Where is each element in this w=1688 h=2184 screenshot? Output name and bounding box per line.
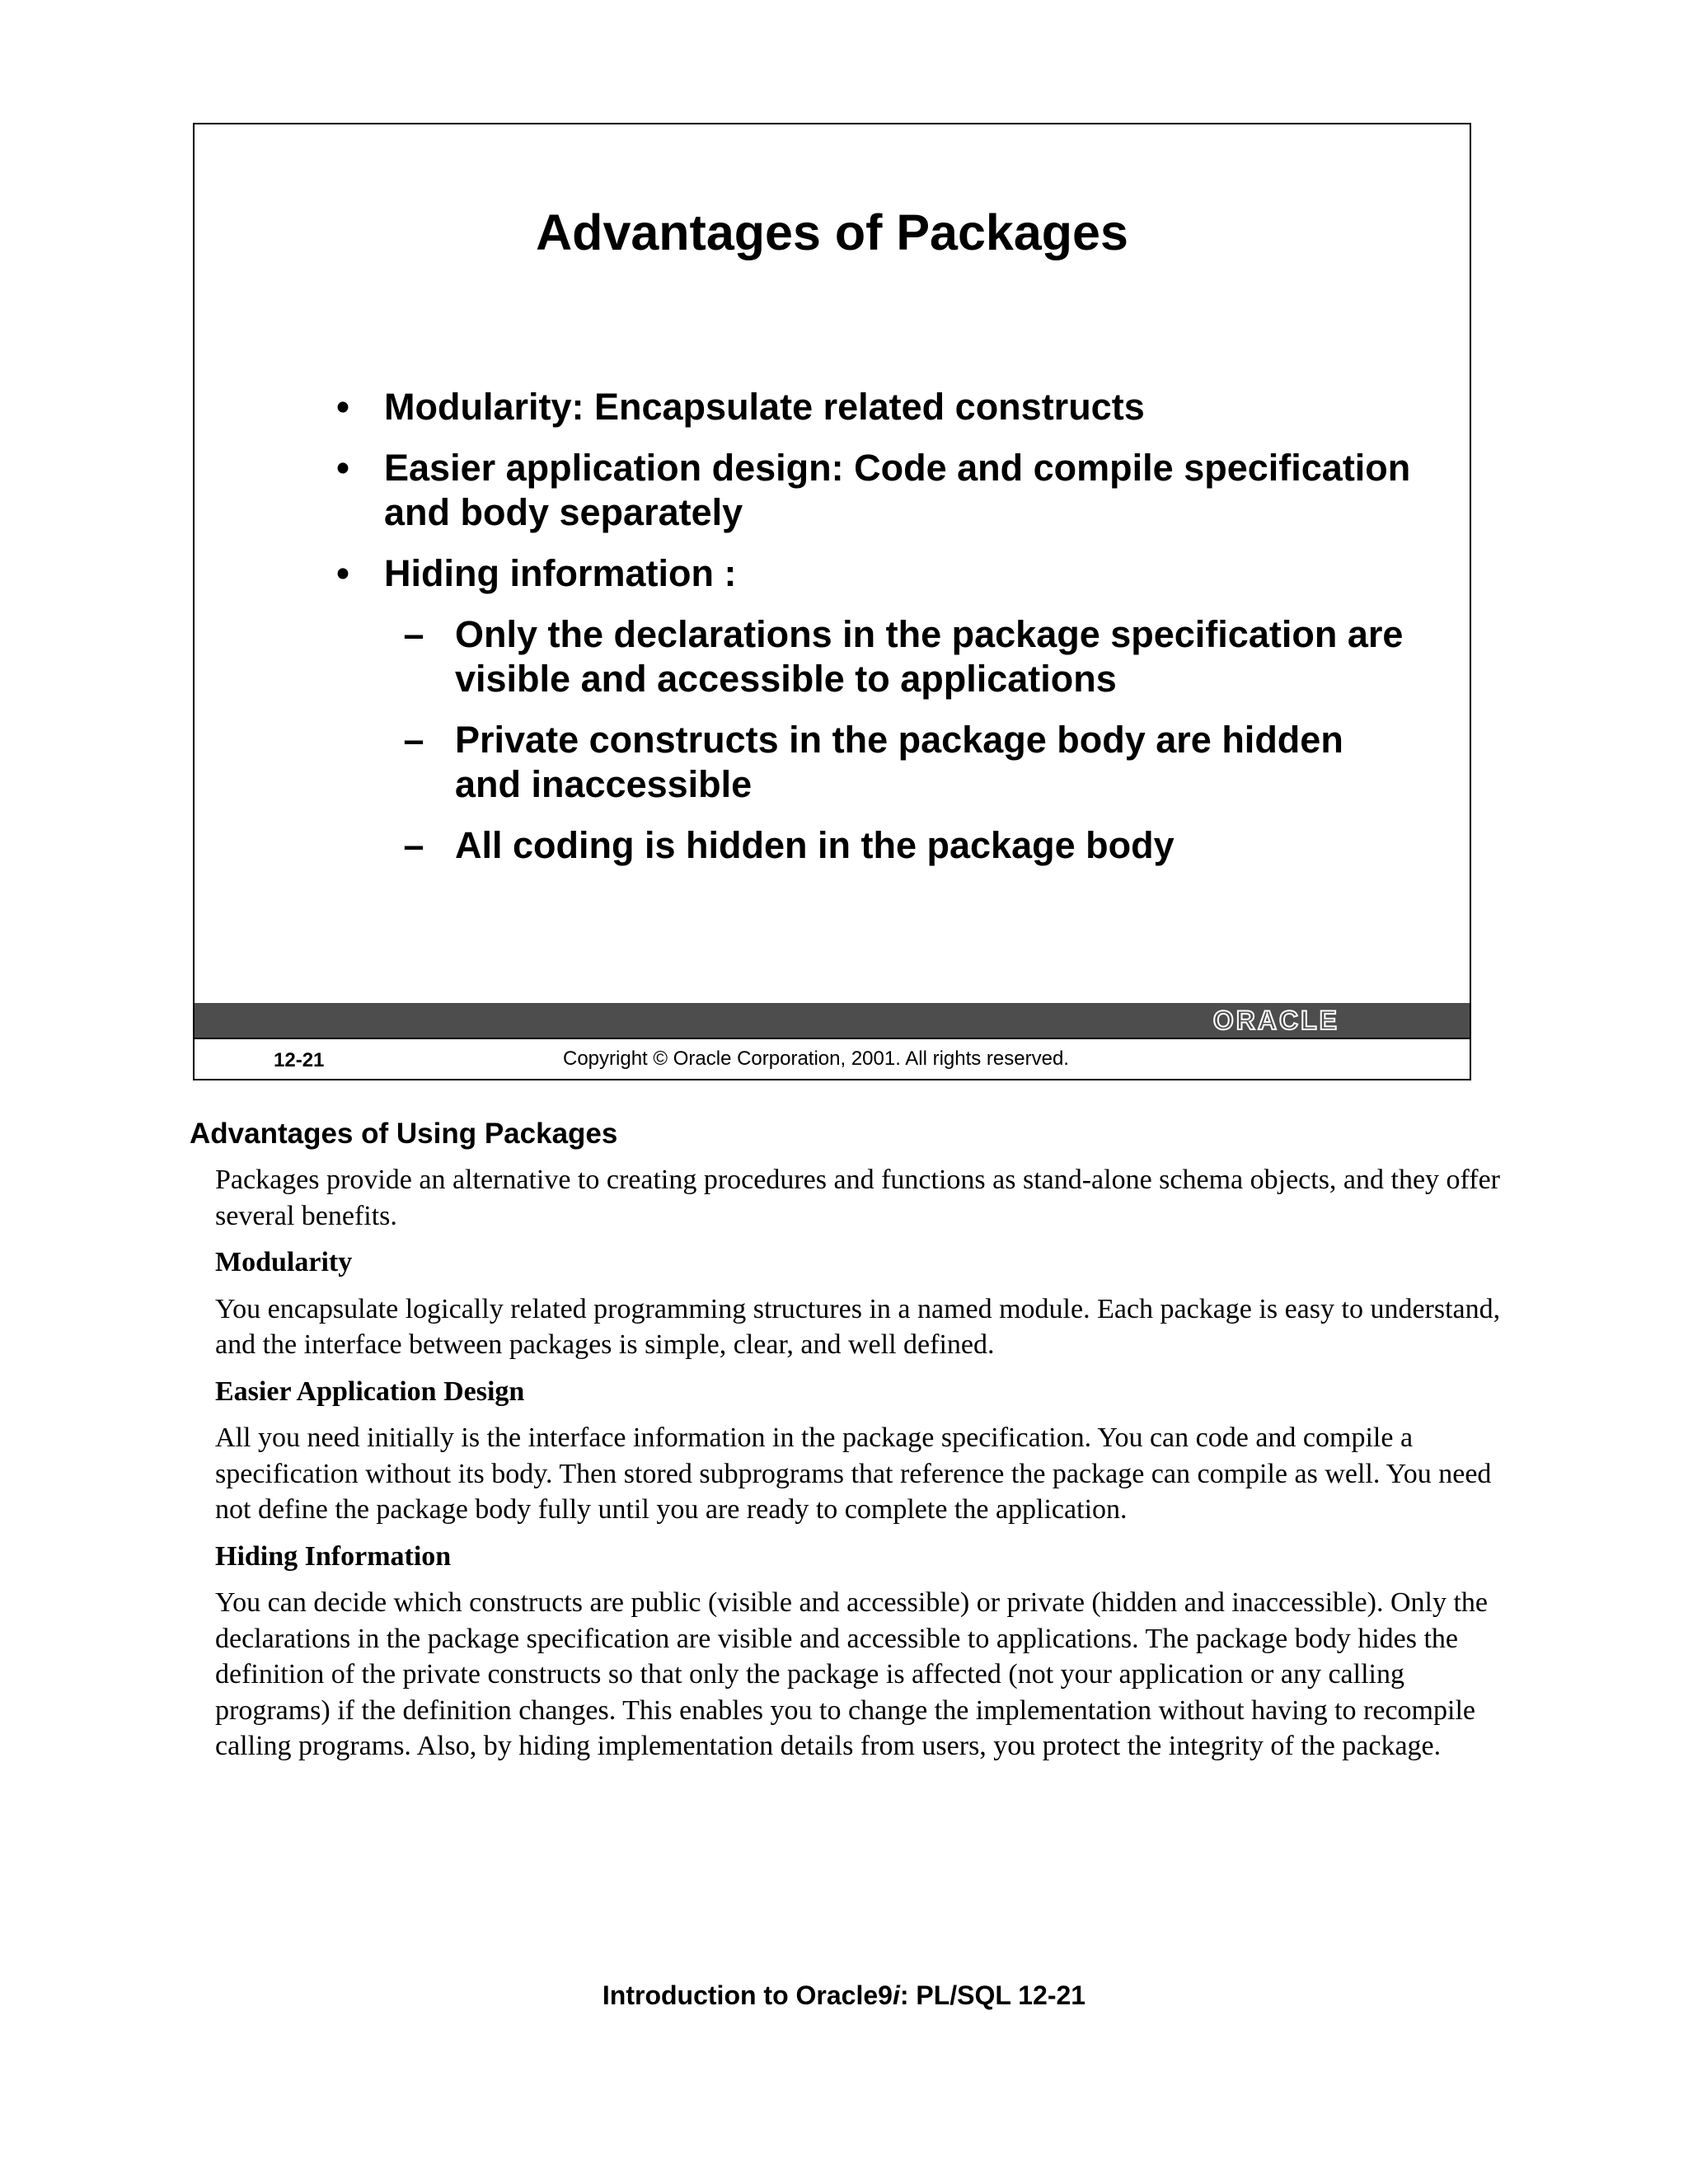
slide-number: 12-21 xyxy=(274,1049,325,1071)
sub-bullet-declarations xyxy=(326,612,1414,701)
bullet-text: Modularity: Encapsulate related constructs xyxy=(384,386,1145,428)
sub-bullet-text: Private constructs in the package body are hidden and inaccessible xyxy=(455,719,1343,805)
section-heading-easier-design: Easier Application Design xyxy=(215,1376,525,1407)
footer-italic: i xyxy=(892,1980,900,2010)
footer-prefix: Introduction to Oracle9 xyxy=(602,1980,893,2010)
sub-bullet-coding-hidden xyxy=(326,823,1414,868)
bullet-marker: • xyxy=(336,386,349,428)
page-footer xyxy=(0,1980,1688,2011)
section-heading-hiding-information: Hiding Information xyxy=(215,1540,452,1572)
sub-bullet-marker: – xyxy=(403,719,424,761)
bullet-marker: • xyxy=(336,447,349,489)
section-text-modularity: You encapsulate logically related programming structures in a named module. Each package is easy to understand, and the interface between packages is simple, clear, and well defined. xyxy=(215,1293,1501,1360)
bullet-marker: • xyxy=(336,552,349,594)
sub-bullet-marker: – xyxy=(403,824,424,866)
sub-bullet-marker: – xyxy=(403,613,424,655)
notes-heading: Advantages of Using Packages xyxy=(190,1118,618,1150)
slide-bullet-list xyxy=(326,385,1414,884)
bullet-modularity xyxy=(326,385,1414,429)
slide-frame xyxy=(193,123,1471,1080)
bullet-hiding-information xyxy=(326,551,1414,596)
footer-suffix: : PL/SQL 12-21 xyxy=(899,1980,1086,2010)
slide-title: Advantages of Packages xyxy=(536,204,1128,260)
copyright-notice: Copyright © Oracle Corporation, 2001. All rights reserved. xyxy=(563,1047,1069,1070)
notes-intro: Packages provide an alternative to creating procedures and functions as stand-alone schema objects, and they offer several benefits. xyxy=(215,1165,1501,1231)
sub-bullet-text: Only the declarations in the package specification are visible and accessible to applications xyxy=(455,613,1404,700)
bullet-text: Hiding information : xyxy=(384,552,737,594)
bullet-text: Easier application design: Code and compile specification and body separately xyxy=(384,447,1411,533)
sub-bullet-private-constructs xyxy=(326,718,1414,807)
notes-body xyxy=(215,1162,1501,1775)
section-heading-modularity: Modularity xyxy=(215,1247,353,1277)
section-text-easier-design: All you need initially is the interface information in the package specification. You can code and compile a specification without its body. Then stored subprograms that reference the package can compile as well. You need not define the package body fully until you are ready to complete the application. xyxy=(215,1422,1492,1525)
oracle-logo: ORACLE xyxy=(1212,1005,1339,1035)
section-text-hiding-information: You can decide which constructs are public (visible and accessible) or private (hidden and inaccessible). Only the declarations in the package specification are visible and accessible to applications. The package body hides the definition of the private constructs so that only the package is affected (not your application or any calling programs) if the definition changes. This enables you to change the implementation without having to recompile calling programs. Also, by hiding implementation details from users, you protect the integrity of the package. xyxy=(215,1587,1488,1761)
oracle-banner xyxy=(195,1003,1470,1038)
sub-bullet-text: All coding is hidden in the package body xyxy=(455,824,1175,866)
slide-footer xyxy=(195,1038,1470,1080)
bullet-easier-design xyxy=(326,446,1414,535)
